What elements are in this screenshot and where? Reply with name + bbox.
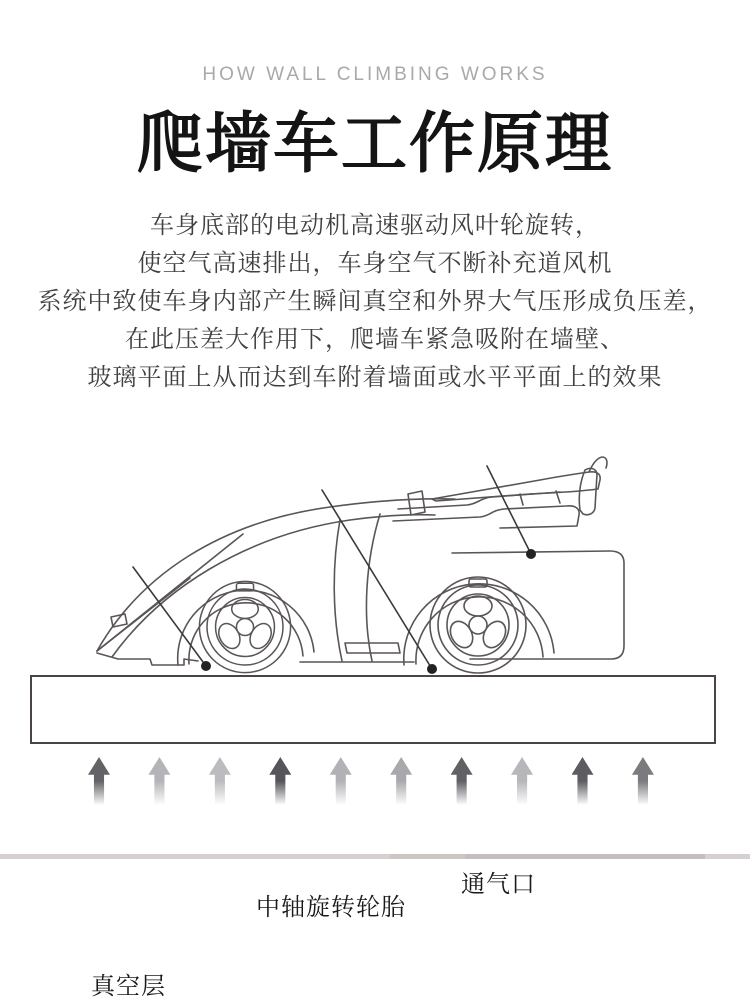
next-section-top-edge xyxy=(0,854,750,859)
up-arrow-icon xyxy=(451,757,473,805)
leader-air-vent xyxy=(487,466,531,554)
description-line: 在此压差大作用下，爬墙车紧急吸附在墙壁、 xyxy=(125,325,625,353)
spoiler-blade xyxy=(432,472,600,501)
car-diagram xyxy=(0,430,750,1000)
description-paragraph xyxy=(0,206,750,396)
label-axle-tire: 中轴旋转轮胎 xyxy=(256,894,406,921)
roof-box xyxy=(408,491,425,515)
description-line: 系统中致使车身内部产生瞬间真空和外界大气压形成负压差， xyxy=(37,287,713,315)
spoiler-tip xyxy=(589,457,607,472)
front-wheel xyxy=(199,581,290,672)
up-arrow-icon xyxy=(572,757,594,805)
description-line: 玻璃平面上从而达到车附着墙面或水平平面上的效果 xyxy=(87,363,663,391)
label-air-vent: 通气口 xyxy=(461,871,536,898)
front-arch-inner xyxy=(189,603,303,664)
up-arrow-icon xyxy=(390,757,412,805)
up-arrow-icon xyxy=(209,757,231,805)
car-body xyxy=(97,457,624,665)
up-arrow-icon xyxy=(330,757,352,805)
leader-dot-vacuum xyxy=(201,661,211,671)
up-arrow-icon xyxy=(269,757,291,805)
suction-arrows-row xyxy=(88,757,654,805)
b-pillar-curve xyxy=(334,520,342,661)
description-line: 车身底部的电动机高速驱动风叶轮旋转， xyxy=(150,211,600,239)
wall-climbing-car-illustration xyxy=(0,430,750,690)
up-arrow-icon xyxy=(632,757,654,805)
description-line: 使空气高速排出，车身空气不断补充道风机 xyxy=(137,249,613,277)
nose-edge-lower xyxy=(97,578,190,651)
deck-line-2 xyxy=(393,506,579,528)
page-title: 爬墙车工作原理 xyxy=(137,106,613,180)
roof-line-outer xyxy=(97,499,455,651)
up-arrow-icon xyxy=(148,757,170,805)
leader-dot-axle xyxy=(427,664,437,674)
up-arrow-icon xyxy=(88,757,110,805)
spoiler-endplate xyxy=(579,468,597,514)
side-pod-curve xyxy=(366,514,380,661)
english-subtitle: HOW WALL CLIMBING WORKS xyxy=(202,64,548,85)
rear-pod xyxy=(452,551,624,659)
rear-arch-inner xyxy=(416,597,543,664)
leader-vacuum-layer xyxy=(133,567,206,666)
leader-dot-vent xyxy=(526,549,536,559)
side-skirt-step xyxy=(345,643,400,653)
up-arrow-icon xyxy=(511,757,533,805)
label-vacuum-layer: 真空层 xyxy=(91,973,166,1000)
front-underside xyxy=(97,653,198,665)
